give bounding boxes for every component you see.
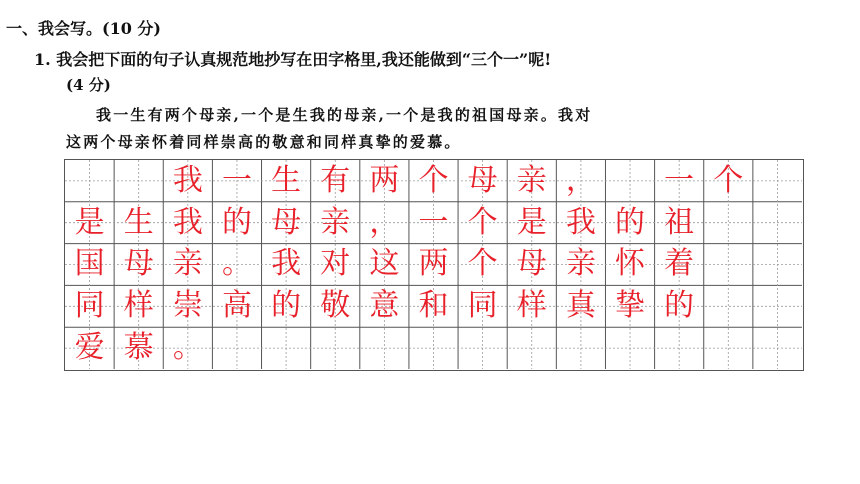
section-title: 一、我会写。(10 分) xyxy=(6,19,161,38)
grid-cell xyxy=(262,327,311,369)
grid-cell: 样 xyxy=(516,288,547,324)
grid-cell: 两 xyxy=(369,162,400,198)
grid-cell: 。 xyxy=(221,246,252,282)
grid-cell xyxy=(212,327,261,369)
grid-cell: 两 xyxy=(418,246,449,282)
grid-cell xyxy=(458,327,507,369)
tianzige-grid xyxy=(64,159,804,371)
grid-cell: 高 xyxy=(221,288,252,324)
grid-cell: 的 xyxy=(664,288,695,324)
grid-cell: 真 xyxy=(565,288,596,324)
grid-cell: 的 xyxy=(221,204,252,240)
grid-cell: 怀 xyxy=(615,246,646,282)
grid-cell: 的 xyxy=(271,288,302,324)
grid-cell: 对 xyxy=(320,246,351,282)
grid-cell xyxy=(704,285,753,327)
grid-cell: 爱 xyxy=(74,330,105,366)
grid-cell: 亲 xyxy=(516,162,547,198)
grid-cell: 亲 xyxy=(172,246,203,282)
grid-cell: 。 xyxy=(172,330,203,366)
grid-cell: 一 xyxy=(418,204,449,240)
grid-cell: 亲 xyxy=(320,204,351,240)
grid-cell: 是 xyxy=(74,204,105,240)
grid-cell: 着 xyxy=(664,246,695,282)
grid-cell: 同 xyxy=(74,288,105,324)
grid-cell xyxy=(605,327,654,369)
grid-cell xyxy=(556,327,605,369)
grid-cell xyxy=(704,244,753,286)
grid-cell: 我 xyxy=(271,246,302,282)
grid-cell xyxy=(753,160,802,202)
grid-cell: 生 xyxy=(271,162,302,198)
grid-cell: 亲 xyxy=(565,246,596,282)
grid-cell xyxy=(605,160,654,202)
grid-cell xyxy=(704,327,753,369)
grid-cell xyxy=(753,285,802,327)
grid-cell: ， xyxy=(565,162,596,198)
grid-cell: 母 xyxy=(467,162,498,198)
question-score: (4 分) xyxy=(66,76,111,94)
grid-cells xyxy=(65,160,802,369)
grid-cell: 生 xyxy=(123,204,154,240)
grid-cell: 和 xyxy=(418,288,449,324)
grid-cell: 的 xyxy=(615,204,646,240)
grid-cell: 国 xyxy=(74,246,105,282)
grid-cell: 母 xyxy=(516,246,547,282)
grid-cell: 是 xyxy=(516,204,547,240)
grid-cell: 个 xyxy=(467,246,498,282)
grid-cell: 我 xyxy=(565,204,596,240)
grid-cell xyxy=(507,327,556,369)
grid-cell: 有 xyxy=(320,162,351,198)
grid-cell xyxy=(704,202,753,244)
grid-cell: 母 xyxy=(271,204,302,240)
question-title: 1. 我会把下面的句子认真规范地抄写在田字格里,我还能做到“三个一”呢! xyxy=(34,50,552,69)
grid-cell xyxy=(655,327,704,369)
grid-cell: 意 xyxy=(369,288,400,324)
grid-cell: 我 xyxy=(172,162,203,198)
grid-cell: 个 xyxy=(713,162,744,198)
grid-cell: 敬 xyxy=(320,288,351,324)
grid-cell xyxy=(753,202,802,244)
grid-cell: 我 xyxy=(172,204,203,240)
grid-cell: 一 xyxy=(664,162,695,198)
grid-cell: 母 xyxy=(123,246,154,282)
grid-cell xyxy=(311,327,360,369)
grid-cell: 同 xyxy=(467,288,498,324)
grid-cell xyxy=(65,160,114,202)
grid-cell xyxy=(753,327,802,369)
grid-cell: 挚 xyxy=(615,288,646,324)
passage-line-2: 这两个母亲怀着同样崇高的敬意和同样真挚的爱慕。 xyxy=(66,133,462,151)
passage-line-1: 我一生有两个母亲,一个是生我的母亲,一个是我的祖国母亲。我对 xyxy=(96,106,593,124)
grid-cell: 这 xyxy=(369,246,400,282)
grid-cell xyxy=(409,327,458,369)
grid-cell: 祖 xyxy=(664,204,695,240)
grid-cell: 个 xyxy=(418,162,449,198)
grid-cell: 崇 xyxy=(172,288,203,324)
grid-cell xyxy=(753,244,802,286)
grid-cell: 慕 xyxy=(123,330,154,366)
grid-cell: 个 xyxy=(467,204,498,240)
grid-cell: ， xyxy=(369,204,400,240)
grid-cell: 一 xyxy=(221,162,252,198)
grid-cell: 样 xyxy=(123,288,154,324)
grid-cell xyxy=(360,327,409,369)
grid-cell xyxy=(114,160,163,202)
